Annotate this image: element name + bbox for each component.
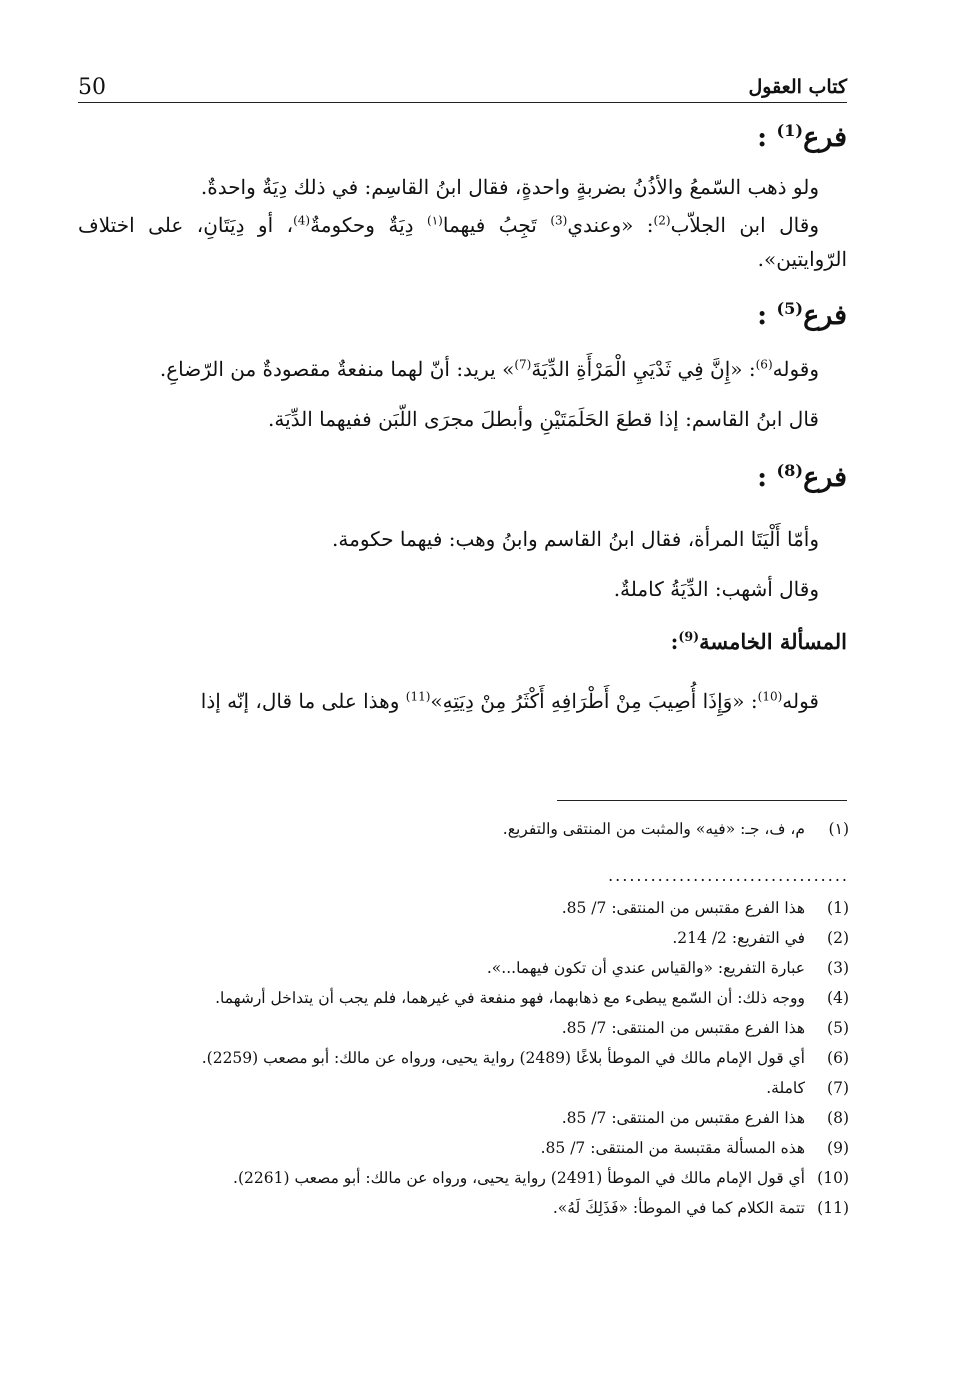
paragraph: وأمّا أَلْيَتَا المرأة، فقال ابنُ القاسم وابنُ وهب: فيهما حكومة. — [332, 527, 819, 551]
dotted-separator: .................................. — [608, 866, 849, 885]
footnote — [80, 895, 849, 921]
footnote-divider — [557, 800, 847, 801]
footnote-number: (4) — [827, 989, 849, 1007]
footnote — [80, 1015, 849, 1041]
footnote-text: هذا الفرع مقتبس من المنتقى: 7/ 85. — [561, 1109, 805, 1127]
footnote-ref: (8) — [776, 461, 804, 480]
footnote-number: (9) — [827, 1139, 849, 1157]
footnote-text: كاملة. — [766, 1079, 805, 1097]
footnote — [80, 1075, 849, 1101]
footnote — [80, 985, 849, 1011]
footnote-text: عبارة التفريع: «والقياس عندي أن تكون فيهما...». — [486, 959, 805, 977]
note-text: م، ف، جـ: «فيه» والمثبت من المنتقى والتفريع. — [502, 820, 805, 838]
section-heading-branch-3: فرع$^{(8)}$ : — [757, 461, 847, 493]
footnote — [80, 925, 849, 951]
footnote — [80, 1195, 849, 1221]
running-title: كتاب العقول — [748, 76, 847, 98]
footnote-number: (8) — [827, 1109, 849, 1127]
footnote-ref: (2) — [653, 213, 671, 228]
variant-note — [80, 816, 849, 842]
section-heading-issue-5: المسألة الخامسة$^{(9)}$: — [670, 629, 847, 654]
page-header — [78, 66, 847, 103]
footnote — [80, 1135, 849, 1161]
footnote-number: (3) — [827, 959, 849, 977]
footnote-number: (11) — [817, 1199, 849, 1217]
footnote-text: هذه المسألة مقتبسة من المنتقى: 7/ 85. — [540, 1139, 805, 1157]
footnote-text: ووجه ذلك: أن السّمع يبطىء مع ذهابهما، فهو منفعة في غيرهما، فلم يجب أن يتداخل أرشهما. — [215, 989, 805, 1007]
footnote-text: تتمة الكلام كما في الموطأ: «فَذَلِكَ لَهُ». — [552, 1199, 805, 1217]
note-number: (١) — [828, 820, 849, 838]
section-heading-branch-2: فرع$^{(5)}$ : — [757, 299, 847, 331]
section-heading-branch-1: فرع$^{(1)}$ : — [757, 121, 847, 153]
footnote-number: (10) — [817, 1169, 849, 1187]
footnote-number: (6) — [827, 1049, 849, 1067]
paragraph: وقال ابن الجلاّب$^{(2)}$: «وعندي$^{(3)}$ تَجِبُ فيهما$^{(١)}$ دِيَةٌ وحكومةٌ$^{(4)}$، أو دِيَتَانِ، على اختلاف الرّوايتين». — [78, 213, 847, 271]
footnote-text: أي قول الإمام مالك في الموطأ بلاغًا (2489) رواية يحيى، ورواه عن مالك: أبو مصعب (2259). — [201, 1049, 805, 1067]
variant-notes — [80, 816, 849, 846]
footnote-text: أي قول الإمام مالك في الموطأ (2491) رواية يحيى، ورواه عن مالك: أبو مصعب (2261). — [233, 1169, 805, 1187]
footnote-number: (2) — [827, 929, 849, 947]
footnote-text: في التفريع: 2/ 214. — [672, 929, 805, 947]
footnote-ref: (6) — [755, 357, 773, 372]
paragraph: وقوله$^{(6)}$: «إِنَّ فِي ثَدْيَيِ الْمَرْأَةِ الدِّيَةَ$^{(7)}$» يريد: أنّ لهما منفعةٌ مقصودةٌ من الرّضاعِ. — [159, 357, 819, 381]
page-number: 50 — [78, 75, 106, 100]
paragraph: قال ابنُ القاسم: إذا قطعَ الحَلَمَتَيْنِ وأبطلَ مجرَى اللّبَن ففيهما الدِّيَة. — [267, 407, 819, 431]
footnote-ref: (9) — [678, 629, 700, 644]
footnote-number: (5) — [827, 1019, 849, 1037]
footnote — [80, 1105, 849, 1131]
footnote — [80, 1165, 849, 1191]
main-text — [78, 118, 847, 718]
variant-ref: (١) — [427, 213, 443, 228]
footnote-number: (1) — [827, 899, 849, 917]
paragraph: ولو ذهب السّمعُ والأذُنُ بضربةٍ واحدةٍ، فقال ابنُ القاسِم: في ذلك دِيَةٌ واحدةٌ. — [200, 175, 819, 199]
footnote-number: (7) — [827, 1079, 849, 1097]
footnote — [80, 955, 849, 981]
footnote-ref: (5) — [776, 299, 804, 318]
footnote — [80, 1045, 849, 1071]
paragraph: قوله$^{(10)}$: «وَإِذَا أُصِيبَ مِنْ أَطْرَافِهِ أَكْثَرُ مِنْ دِيَتِهِ»$^{(11)}$ وهذا على ما قال، إنّه إذا — [200, 689, 819, 713]
paragraph: وقال أشهب: الدِّيَةُ كاملةٌ. — [613, 577, 819, 601]
footnote-ref: (1) — [776, 121, 804, 140]
footnote-ref: (10) — [757, 689, 783, 704]
footnote-ref: (4) — [293, 213, 311, 228]
footnote-ref: (7) — [514, 357, 532, 372]
footnote-text: هذا الفرع مقتبس من المنتقى: 7/ 85. — [561, 1019, 805, 1037]
footnote-text: هذا الفرع مقتبس من المنتقى: 7/ 85. — [561, 899, 805, 917]
footnote-ref: (11) — [405, 689, 431, 704]
footnotes — [80, 895, 849, 1225]
footnote-ref: (3) — [550, 213, 568, 228]
